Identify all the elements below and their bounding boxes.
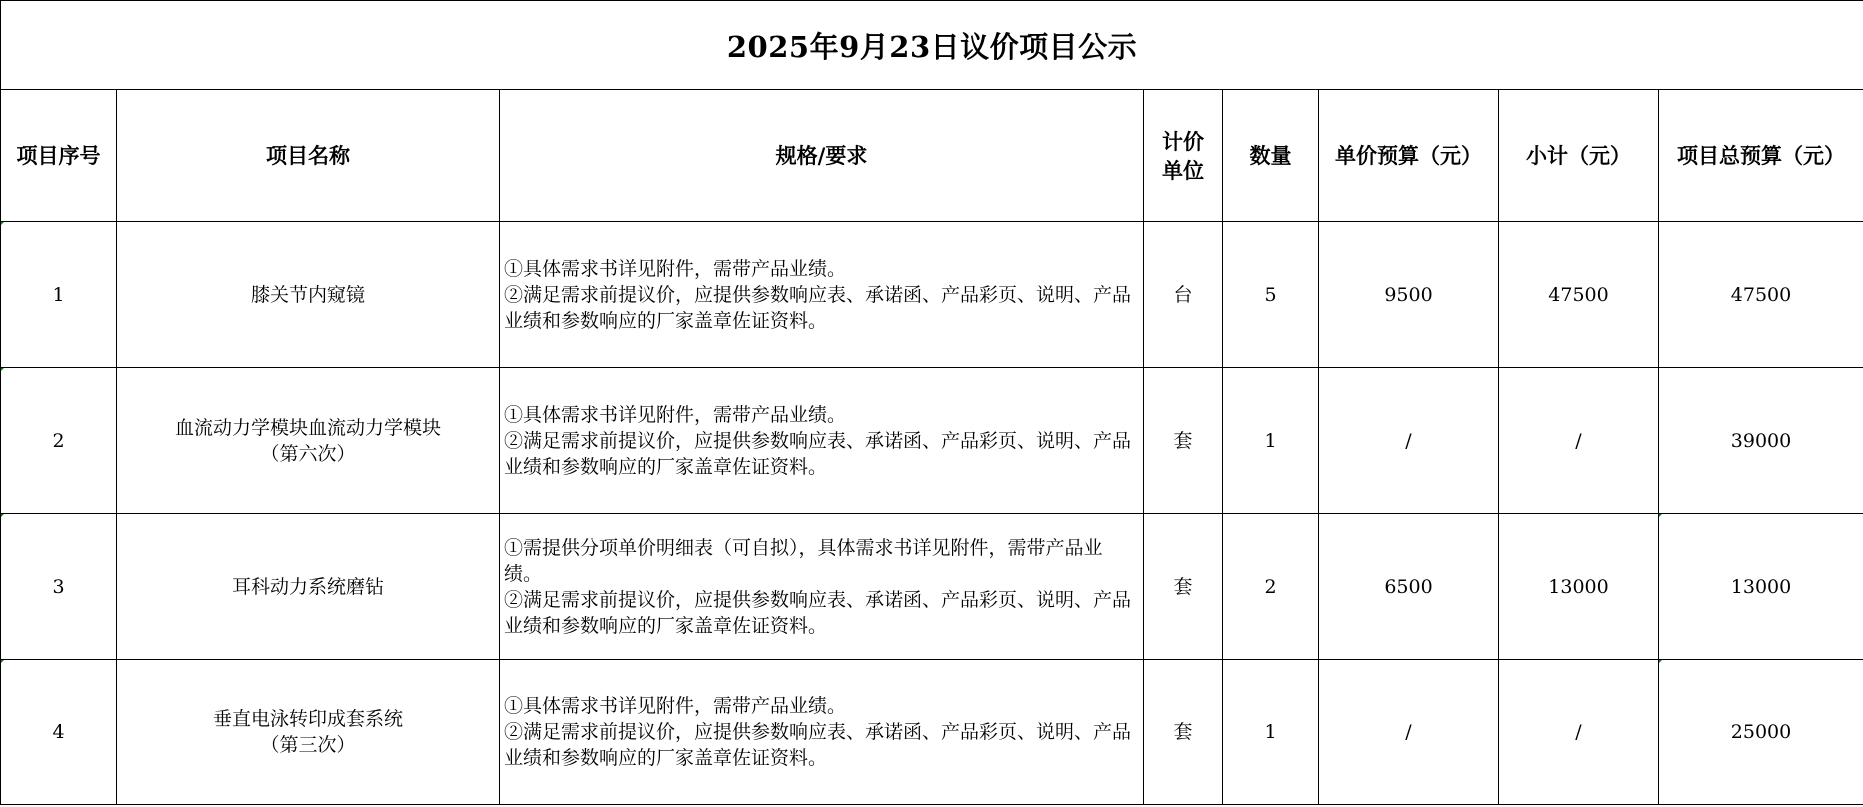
cell-spec-line2: ②满足需求前提议价，应提供参数响应表、承诺函、产品彩页、说明、产品业绩和参数响应的厂家盖章佐证资料。	[504, 721, 1132, 769]
cell-index: 3	[1, 514, 117, 660]
cell-total: 25000	[1659, 660, 1863, 805]
header-index: 项目序号	[1, 90, 117, 222]
cell-qty: 2	[1223, 514, 1319, 660]
cell-name	[117, 368, 500, 514]
cell-total: 47500	[1659, 222, 1863, 368]
header-subtotal: 小计（元）	[1499, 90, 1659, 222]
cell-total: 13000	[1659, 514, 1863, 660]
header-unit-line2: 单位	[1162, 157, 1204, 183]
header-total: 项目总预算（元）	[1659, 90, 1863, 222]
cell-spec	[500, 514, 1144, 660]
cell-index: 2	[1, 368, 117, 514]
cell-name	[117, 222, 500, 368]
cell-name-line2: （第六次）	[260, 442, 356, 465]
cell-unit-price: /	[1319, 660, 1499, 805]
page-title: 2025年9月23日议价项目公示	[1, 1, 1863, 90]
table-row	[1, 514, 1863, 660]
table-row	[1, 368, 1863, 514]
header-unit	[1144, 90, 1223, 222]
cell-name-line1: 膝关节内窥镜	[250, 283, 365, 306]
cell-unit: 台	[1144, 222, 1223, 368]
cell-name-line1: 血流动力学模块血流动力学模块	[174, 416, 441, 439]
header-unit-line1: 计价	[1162, 128, 1204, 154]
cell-name	[117, 660, 500, 805]
cell-index: 1	[1, 222, 117, 368]
cell-spec-line2: ②满足需求前提议价，应提供参数响应表、承诺函、产品彩页、说明、产品业绩和参数响应的厂家盖章佐证资料。	[504, 283, 1132, 332]
table-row	[1, 660, 1863, 805]
cell-qty: 1	[1223, 660, 1319, 805]
table-row	[1, 222, 1863, 368]
header-unit-price: 单价预算（元）	[1319, 90, 1499, 222]
cell-name	[117, 514, 500, 660]
header-spec: 规格/要求	[500, 90, 1144, 222]
header-name: 项目名称	[117, 90, 500, 222]
cell-name-line1: 耳科动力系统磨钻	[231, 575, 384, 598]
cell-subtotal: /	[1499, 368, 1659, 514]
cell-spec-line1: ①具体需求书详见附件，需带产品业绩。	[504, 695, 847, 717]
cell-spec-line2: ②满足需求前提议价，应提供参数响应表、承诺函、产品彩页、说明、产品业绩和参数响应的厂家盖章佐证资料。	[504, 588, 1132, 637]
header-row	[1, 90, 1863, 222]
cell-unit: 套	[1144, 368, 1223, 514]
cell-subtotal: /	[1499, 660, 1659, 805]
cell-spec	[500, 222, 1144, 368]
cell-spec	[500, 368, 1144, 514]
cell-spec	[500, 660, 1144, 805]
cell-spec-line2: ②满足需求前提议价，应提供参数响应表、承诺函、产品彩页、说明、产品业绩和参数响应的厂家盖章佐证资料。	[504, 429, 1132, 478]
cell-total: 39000	[1659, 368, 1863, 514]
cell-name-line2: （第三次）	[260, 734, 356, 756]
cell-unit: 套	[1144, 660, 1223, 805]
cell-name-line1: 垂直电泳转印成套系统	[212, 708, 403, 730]
cell-subtotal: 47500	[1499, 222, 1659, 368]
cell-unit: 套	[1144, 514, 1223, 660]
cell-qty: 5	[1223, 222, 1319, 368]
cell-spec-line1: ①需提供分项单价明细表（可自拟），具体需求书详见附件，需带产品业绩。	[504, 536, 1103, 585]
cell-spec-line1: ①具体需求书详见附件，需带产品业绩。	[504, 403, 847, 426]
cell-qty: 1	[1223, 368, 1319, 514]
cell-unit-price: 9500	[1319, 222, 1499, 368]
cell-spec-line1: ①具体需求书详见附件，需带产品业绩。	[504, 257, 847, 280]
header-qty: 数量	[1223, 90, 1319, 222]
cell-unit-price: 6500	[1319, 514, 1499, 660]
cell-unit-price: /	[1319, 368, 1499, 514]
cell-subtotal: 13000	[1499, 514, 1659, 660]
cell-index: 4	[1, 660, 117, 805]
